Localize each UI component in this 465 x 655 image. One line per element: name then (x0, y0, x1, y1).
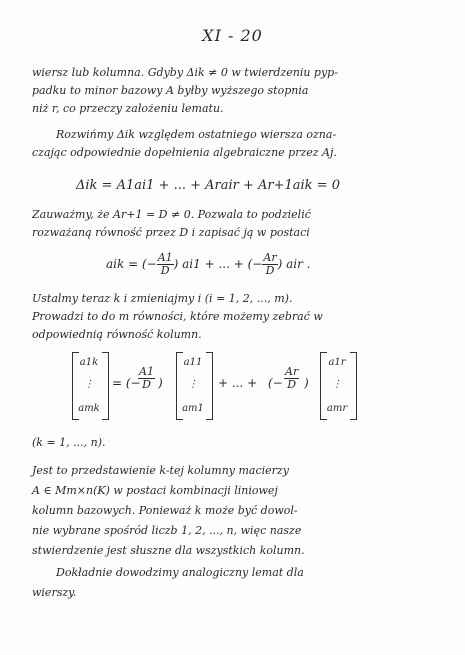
matrix-cell: ⋮ (84, 379, 94, 390)
matrix-cell: a1r (328, 357, 346, 368)
fraction (284, 366, 299, 391)
text-line: Rozwińmy Δik względem ostatniego wiersza ozna- (56, 128, 337, 141)
text-line: padku to minor bazowy A byłby wyższego stopnia (32, 84, 309, 97)
text-line: Prowadzi to do m równości, które możemy zebrać w (32, 310, 323, 323)
equation-variable: air . (286, 257, 311, 271)
matrix-cell: amk (78, 403, 100, 414)
text-line: wiersz lub kolumna. Gdyby Δik ≠ 0 w twierdzeniu pyp- (32, 66, 338, 79)
text-line: wierszy. (32, 586, 77, 599)
equation-lhs: aik = (106, 257, 139, 271)
fraction (262, 252, 277, 277)
text-line: Zauważmy, że Ar+1 = D ≠ 0. Pozwala to podzielić (32, 208, 311, 221)
paren-open: (− (268, 376, 283, 390)
fraction (157, 252, 174, 277)
text-line: kolumn bazowych. Ponieważ k może być dowol- (32, 504, 298, 517)
fraction-numerator: Ar (263, 251, 277, 264)
text-line: A ∈ Mm×n(K) w postaci kombinacji liniowej (32, 484, 278, 497)
equation-delta: Δik = A1ai1 + ... + Arair + Ar+1aik = 0 (76, 178, 340, 193)
fraction-denominator: D (160, 264, 170, 277)
text-line: rozważaną równość przez D i zapisać ją w postaci (32, 226, 310, 239)
matrix-cell: a1k (79, 357, 99, 368)
paren-close: ) (304, 376, 309, 390)
text-line: nie wybrane spośród liczb 1, 2, ..., n, więc nasze (32, 524, 302, 537)
fraction-denominator: D (142, 378, 151, 391)
fraction-numerator: Ar (285, 365, 299, 378)
bracket-right (350, 352, 357, 420)
matrix-cell: ⋮ (332, 379, 342, 390)
fraction (138, 366, 155, 391)
bracket-right (206, 352, 213, 420)
text-line: Ustalmy teraz k i zmieniajmy i (i = 1, 2, ..., m). (32, 292, 293, 305)
bracket-right (102, 352, 109, 420)
text-line: Jest to przedstawienie k-tej kolumny macierzy (32, 464, 289, 477)
equation-ellipsis: + ... + (204, 257, 244, 271)
page-number: XI - 20 (202, 26, 263, 45)
fraction-denominator: D (265, 264, 275, 277)
text-line: niż r, co przeczy założeniu lematu. (32, 102, 224, 115)
equation-variable: ai1 (182, 257, 201, 271)
matrix-cell: a11 (183, 357, 203, 368)
text-line: Dokładnie dowodzimy analogiczny lemat dla (56, 566, 304, 579)
matrix-cell: am1 (182, 403, 204, 414)
text-line: stwierdzenie jest słuszne dla wszystkich kolumn. (32, 544, 305, 557)
text-line: odpowiednią równość kolumn. (32, 328, 202, 341)
fraction-numerator: A1 (157, 251, 173, 264)
matrix-cell: ⋮ (188, 379, 198, 390)
text-line: czając odpowiednie dopełnienia algebraiczne przez Aj. (32, 146, 337, 159)
matrix-cell: amr (326, 403, 348, 414)
paren-close: ) (158, 376, 163, 390)
range-note: (k = 1, ..., n). (32, 436, 106, 449)
equals-sign: = (− (112, 376, 141, 390)
equation-ellipsis: + ... + (218, 376, 258, 390)
fraction-denominator: D (287, 378, 297, 391)
equation-aik: aik = (− $\frac{A1}{D}$ ) ai1 + ... + (− $\frac{Ar}{D}$ ) air . (106, 251, 311, 277)
fraction-numerator: A1 (139, 365, 154, 378)
